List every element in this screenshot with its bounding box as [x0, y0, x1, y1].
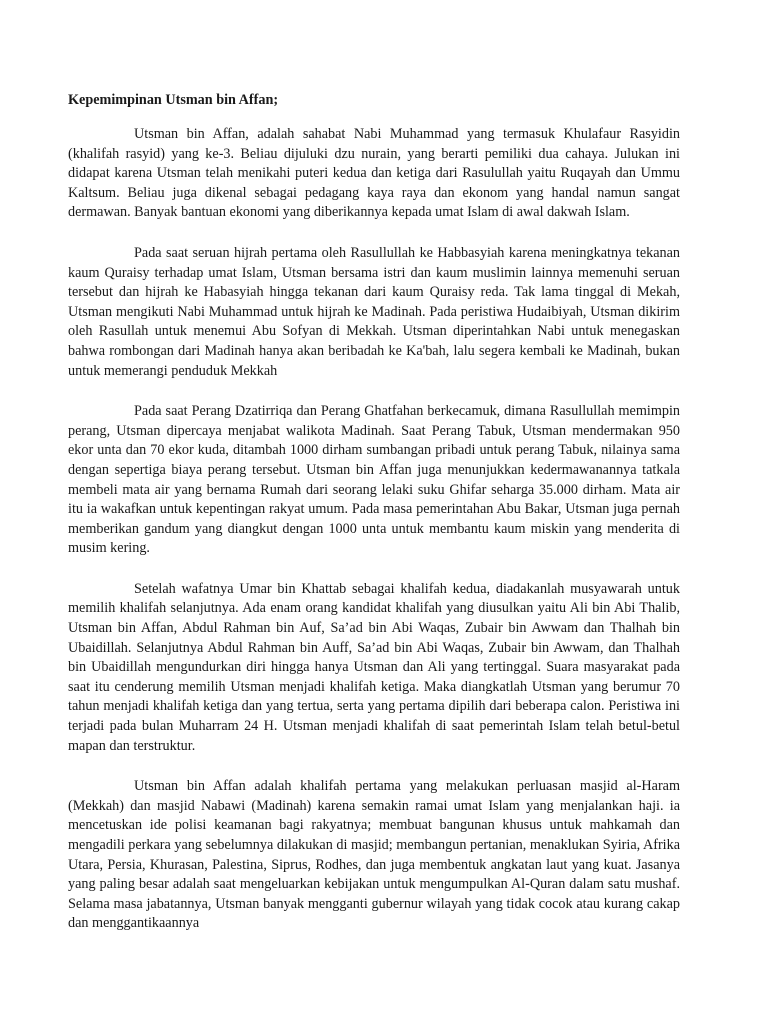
document-page [68, 90, 680, 955]
document-title: Kepemimpinan Utsman bin Affan; [68, 92, 279, 108]
paragraph-5: Utsman bin Affan adalah khalifah pertama yang melakukan perluasan masjid al-Haram (Mekkah) dan masjid Nabawi (Madinah) karena semakin ramai umat Islam yang menjalankan haji. ia mencetuskan ide polisi keamanan bagi rakyatnya; membuat bangunan khusus untuk mahkamah dan mengadili perkara yang sebelumnya dilakukan di masjid; membangun pertanian, menaklukan Syiria, Afrika Utara, Persia, Khurasan, Palestina, Siprus, Rodhes, dan juga membentuk angkatan laut yang kuat. Jasanya yang paling besar adalah saat mengeluarkan kebijakan untuk mengumpulkan Al-Quran dalam satu mushaf. Selama masa jabatannya, Utsman banyak mengganti gubernur wilayah yang tidak cocok atau kurang cakap dan menggantikaannya [68, 778, 680, 932]
paragraph-1: Utsman bin Affan, adalah sahabat Nabi Muhammad yang termasuk Khulafaur Rasyidin (khalifah rasyid) yang ke-3. Beliau dijuluki dzu nurain, yang berarti pemiliki dua cahaya. Julukan ini didapat karena Utsman telah menikahi puteri kedua dan ketiga dari Rasulullah yaitu Ruqayah dan Ummu Kaltsum. Beliau juga dikenal sebagai pedagang kaya raya dan ekonom yang handal namun sangat dermawan. Banyak bantuan ekonomi yang diberikannya kepada umat Islam di awal dakwah Islam. [68, 126, 680, 221]
paragraph-4: Setelah wafatnya Umar bin Khattab sebagai khalifah kedua, diadakanlah musyawarah untuk memilih khalifah selanjutnya. Ada enam orang kandidat khalifah yang diusulkan yaitu Ali bin Abi Thalib, Utsman bin Affan, Abdul Rahman bin Auf, Sa’ad bin Abi Waqas, Zubair bin Awwam dan Thalhah bin Ubaidillah. Selanjutnya Abdul Rahman bin Auff, Sa’ad bin Abi Waqas, Zubair bin Awwam, dan Thalhah bin Ubaidillah mengundurkan diri hingga hanya Utsman dan Ali yang tertinggal. Suara masyarakat pada saat itu cenderung memilih Utsman menjadi khalifah ketiga. Maka diangkatlah Utsman yang berumur 70 tahun menjadi khalifah ketiga dan yang tertua, serta yang pertama dipilih dari beberapa calon. Peristiwa ini terjadi pada bulan Muharram 24 H. Utsman menjadi khalifah di saat pemerintah Islam telah betul-betul mapan dan terstruktur. [68, 580, 680, 754]
paragraph-3: Pada saat Perang Dzatirriqa dan Perang Ghatfahan berkecamuk, dimana Rasullullah memimpin perang, Utsman dipercaya menjabat walikota Madinah. Saat Perang Tabuk, Utsman mendermakan 950 ekor unta dan 70 ekor kuda, ditambah 1000 dirham sumbangan pribadi untuk perang Tabuk, nilainya sama dengan sepertiga biaya perang tersebut. Utsman bin Affan juga menunjukkan kedermawanannya tatkala membeli mata air yang bernama Rumah dari seorang lelaki suku Ghifar seharga 35.000 dirham. Mata air itu ia wakafkan untuk kepentingan rakyat umum. Pada masa pemerintahan Abu Bakar, Utsman juga pernah memberikan gandum yang diangkut dengan 1000 unta untuk membantu kaum miskin yang menderita di musim kering. [68, 403, 680, 557]
paragraph-2: Pada saat seruan hijrah pertama oleh Rasullullah ke Habbasyiah karena meningkatnya tekanan kaum Quraisy terhadap umat Islam, Utsman bersama istri dan kaum muslimin lainnya memenuhi seruan tersebut dan hijrah ke Habasyiah hingga tekanan dari kaum Quraisy reda. Tak lama tinggal di Mekah, Utsman mengikuti Nabi Muhammad untuk hijrah ke Madinah. Pada peristiwa Hudaibiyah, Utsman dikirim oleh Rasullah untuk menemui Abu Sofyan di Mekkah. Utsman diperintahkan Nabi untuk menegaskan bahwa rombongan dari Madinah hanya akan beribadah ke Ka'bah, lalu segera kembali ke Madinah, bukan untuk memerangi penduduk Mekkah [68, 244, 680, 379]
